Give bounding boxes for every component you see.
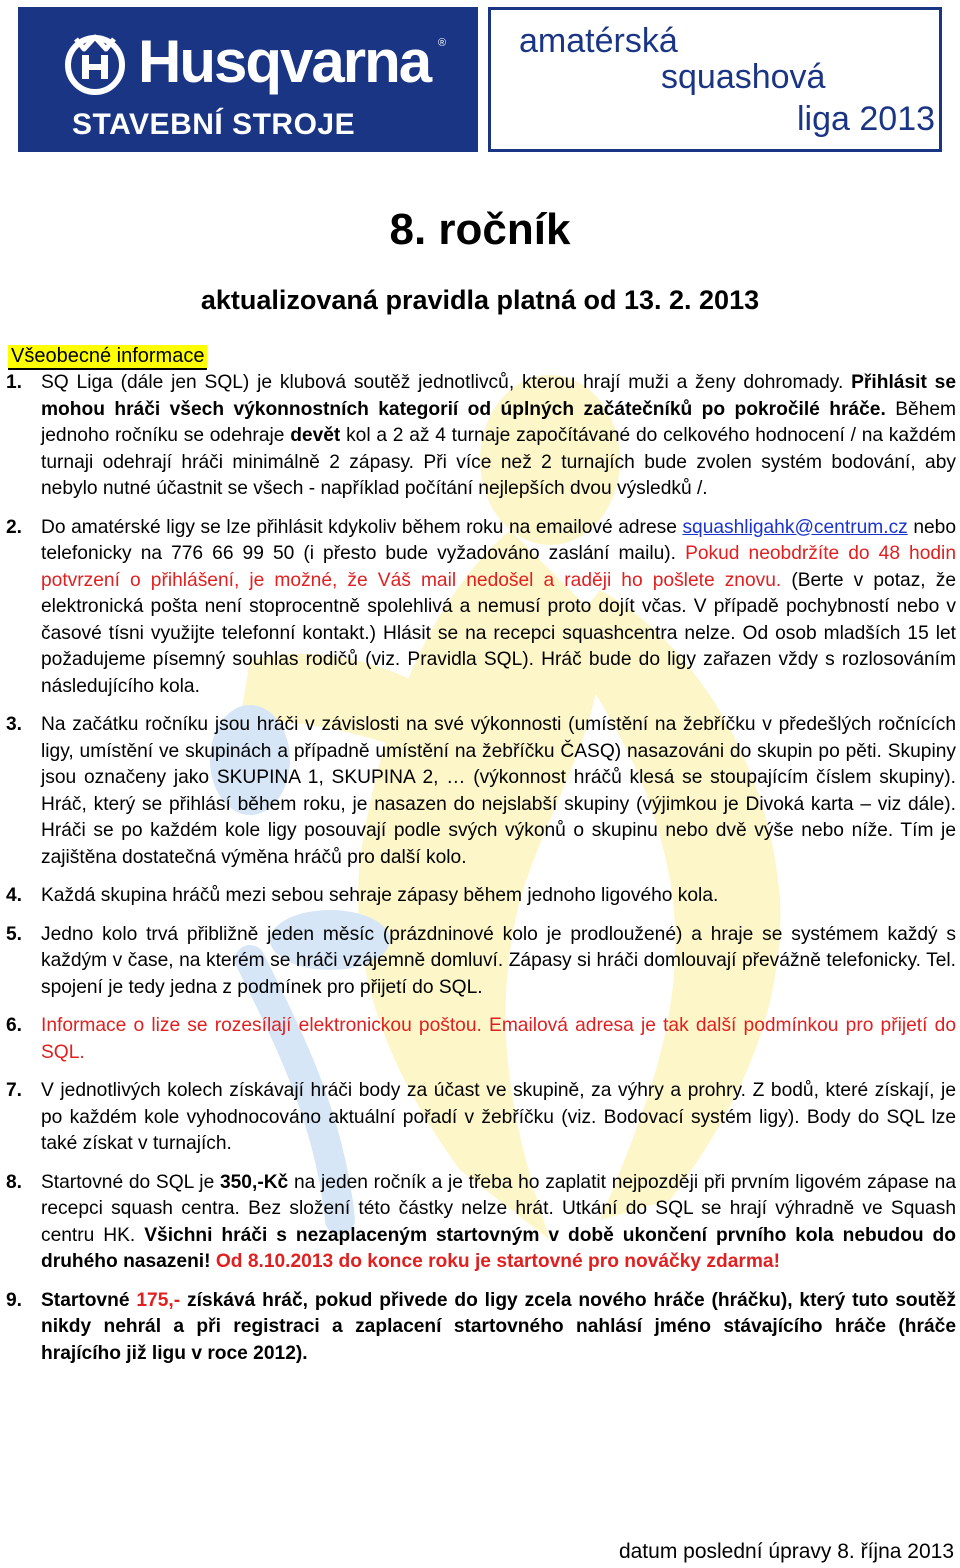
league-line-1: amatérská [519, 22, 678, 60]
league-banner [488, 7, 942, 152]
registered-mark: ® [438, 37, 447, 49]
rule-text: (Berte v potaz, že elektronická pošta není stoprocentně spolehlivá a nemusí proto dojít včas. V případě pochybností nebo v časové tísni využijte telefonní kontakt.) Hlásit se na recepci squashcentra nelze. Od osob mladších 15 let požadujeme písemný souhlas rodičů (viz. Pravidla SQL). Hráč bude do ligy zařazen vždy s rozlosováním následujícího kola. [41, 569, 956, 697]
rule-number: 7. [6, 1080, 23, 1101]
rule-item-4 [0, 883, 960, 910]
rule-item-5 [0, 922, 960, 1002]
rule-text: na jeden ročník a je třeba ho zaplatit nejpozději při prvním ligovém zápase na recepci squash centra. Bez složení této částky nelze hrát. Utkání do SQL se hrají výhradně ve Squash centru HK. [41, 1171, 956, 1246]
rule-item-8 [0, 1170, 960, 1276]
rule-text-red: Pokud neobdržíte do 48 hodin potvrzení o přihlášení, je možné, že Váš mail nedošel a raději ho pošlete znovu. [41, 543, 956, 591]
rule-text: V jednotlivých kolech získávají hráči body za účast ve skupině, za výhry a prohry. Z bodů, které získají, je po každém kole vyhodnocováno aktuální pořadí v žebříčku (viz. Bodovací systém ligy). Body do SQL lze také získat v turnajích. [41, 1080, 956, 1154]
brand-division: STAVEBNÍ STROJE [72, 108, 356, 141]
husqvarna-logo [18, 7, 478, 152]
rule-item-9 [0, 1288, 960, 1368]
rule-text: nebo telefonicky na 776 66 99 50 (i přesto bude vyžadováno zaslání mailu). [41, 516, 956, 564]
rule-number: 5. [6, 923, 23, 945]
rule-text-bold: Všichni hráči s nezaplaceným startovným v době ukončení prvního kola nebudou do druhého nasazeni! [41, 1224, 956, 1272]
rule-number: 3. [6, 714, 23, 735]
league-line-2: squashová [661, 58, 826, 96]
rule-text: SQ Liga (dále jen SQL) je klubová soutěž jednotlivců, kterou hrají muži a ženy dohromady. [41, 372, 852, 393]
brand-name: Husqvarna [138, 28, 431, 95]
rule-number: 4. [6, 885, 23, 906]
rule-text: Startovné do SQL je [41, 1171, 220, 1193]
rule-text: Na začátku ročníku jsou hráči v závislosti na své výkonnosti (umístění na žebříčku v předešlých ročnících ligy, umístění ve skupinách a případně umístění na žebříčku ČASQ) nasazováni do skupin po pěti. Skupiny jsou označeny jako SKUPINA 1, SKUPINA 2, … (výkonnost hráčů klesá se stoupajícím číslem skupiny). Hráč, který se přihlásí během roku, je nasazen do nejslabší skupiny (výjimkou je Divoká karta – viz dále). Hráči se po každém kole ligy posouvají podle svých výkonů o skupinu nebo dvě výše nebo níže. Tím je zajištěna dostatečná výměna hráčů pro další kolo. [41, 714, 956, 868]
rule-item-7 [0, 1078, 960, 1158]
rule-text-bold: Startovné [41, 1289, 137, 1311]
rule-item-3 [0, 712, 960, 871]
rule-text-red: Od 8.10.2013 do konce roku je startovné pro nováčky zdarma! [210, 1251, 780, 1272]
header [18, 7, 942, 152]
section-heading: Všeobecné informace [8, 345, 207, 370]
rule-text-bold: 350,-Kč [219, 1171, 289, 1193]
rule-number: 8. [6, 1171, 23, 1193]
page-title: 8. ročník [389, 205, 571, 254]
husqvarna-crown-icon [62, 29, 128, 95]
rule-text-bold: získává hráč, pokud přivede do ligy zcela nového hráče (hráčku), který tuto soutěž nikdy nehrál a při registraci a zaplacení startovného nahlásí jméno stávajícího hráče (hráče hrajícího již ligu v roce 2012). [41, 1289, 956, 1364]
rule-text: Jedno kolo trvá přibližně jeden měsíc (prázdninové kolo je prodloužené) a hraje se systémem každý s každým v čase, na kterém se hráči vzájemně domluví. Zápasy si hráči domlouvají převážně telefonicky. Tel. spojení je tedy jedna z podmínek pro přijetí do SQL. [41, 923, 956, 998]
rule-text: kol a 2 až 4 turnaje započítávané do celkového hodnocení / na každém turnaji odehrají hráči minimálně 2 zápasy. [41, 425, 956, 473]
email-link[interactable]: squashligahk@centrum.cz [682, 516, 908, 538]
page-subtitle: aktualizovaná pravidla platná od 13. 2. 2013 [200, 285, 760, 315]
rule-text: Při více než 2 turnajích bude zvolen systém bodování, aby nebylo nutné účastnit se všech - například počítání nejlepších dvou výsledků /. [41, 451, 956, 499]
rule-text-bold: devět [290, 425, 341, 446]
rules-list [0, 370, 960, 1379]
rule-number: 9. [6, 1289, 23, 1311]
last-updated: datum poslední úpravy 8. října 2013 [618, 1540, 954, 1563]
rule-number: 1. [6, 372, 23, 393]
rule-item-1 [0, 370, 960, 503]
rule-text-red: Informace o lize se rozesílají elektronickou poštou. Emailová adresa je tak další podmínkou pro přijetí do SQL. [41, 1015, 956, 1063]
rule-text-bold: Přihlásit se mohou hráči všech výkonnostních kategorií od úplných začátečníků po pokročilé hráče. [41, 372, 956, 420]
rule-text-red: 175,- [136, 1289, 181, 1311]
rule-number: 6. [6, 1015, 23, 1036]
rule-item-6 [0, 1013, 960, 1066]
rule-number: 2. [6, 516, 23, 538]
rule-item-2 [0, 515, 960, 701]
rule-text: Každá skupina hráčů mezi sebou sehraje zápasy během jednoho ligového kola. [41, 885, 719, 906]
league-line-3: liga 2013 [797, 100, 936, 138]
rule-text: Během jednoho ročníku se odehraje [41, 398, 956, 446]
rule-text: Do amatérské ligy se lze přihlásit kdykoliv během roku na emailové adrese [41, 516, 683, 538]
